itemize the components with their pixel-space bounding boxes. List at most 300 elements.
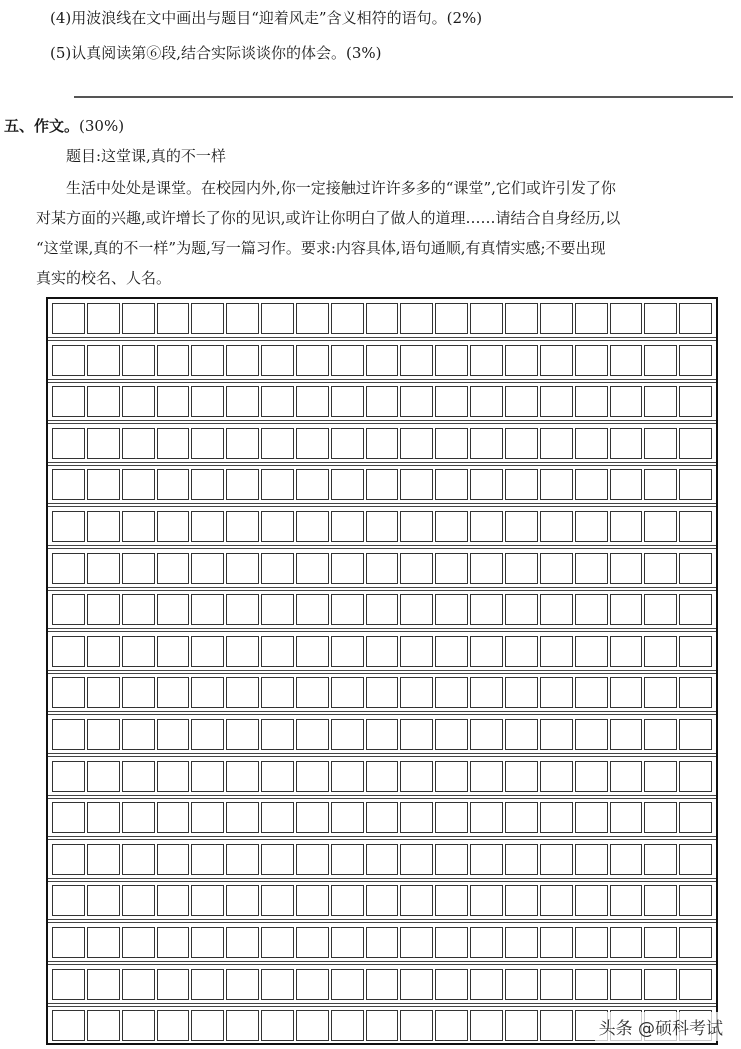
grid-cell[interactable] <box>540 469 573 500</box>
grid-cell[interactable] <box>261 885 294 916</box>
grid-cell[interactable] <box>435 386 468 417</box>
grid-cell[interactable] <box>505 511 538 542</box>
grid-cell[interactable] <box>400 345 433 376</box>
grid-cell[interactable] <box>679 428 712 459</box>
grid-cell[interactable] <box>191 303 224 334</box>
grid-cell[interactable] <box>191 844 224 875</box>
grid-cell[interactable] <box>540 594 573 625</box>
grid-cell[interactable] <box>87 303 120 334</box>
grid-cell[interactable] <box>331 636 364 667</box>
grid-cell[interactable] <box>400 761 433 792</box>
grid-cell[interactable] <box>610 636 643 667</box>
grid-cell[interactable] <box>122 428 155 459</box>
grid-cell[interactable] <box>540 844 573 875</box>
grid-cell[interactable] <box>296 885 329 916</box>
grid-cell[interactable] <box>296 802 329 833</box>
grid-cell[interactable] <box>540 927 573 958</box>
grid-cell[interactable] <box>470 636 503 667</box>
grid-cell[interactable] <box>87 802 120 833</box>
grid-cell[interactable] <box>644 844 677 875</box>
grid-cell[interactable] <box>261 345 294 376</box>
grid-cell[interactable] <box>470 719 503 750</box>
grid-cell[interactable] <box>644 303 677 334</box>
grid-cell[interactable] <box>435 844 468 875</box>
grid-cell[interactable] <box>470 844 503 875</box>
grid-cell[interactable] <box>470 594 503 625</box>
grid-cell[interactable] <box>366 1010 399 1041</box>
grid-cell[interactable] <box>505 553 538 584</box>
grid-cell[interactable] <box>52 594 85 625</box>
grid-cell[interactable] <box>52 386 85 417</box>
grid-cell[interactable] <box>366 553 399 584</box>
grid-cell[interactable] <box>470 386 503 417</box>
grid-cell[interactable] <box>331 802 364 833</box>
grid-cell[interactable] <box>644 428 677 459</box>
grid-cell[interactable] <box>505 303 538 334</box>
grid-cell[interactable] <box>400 885 433 916</box>
grid-cell[interactable] <box>331 428 364 459</box>
grid-cell[interactable] <box>261 469 294 500</box>
grid-cell[interactable] <box>87 1010 120 1041</box>
grid-cell[interactable] <box>575 636 608 667</box>
grid-cell[interactable] <box>679 345 712 376</box>
grid-cell[interactable] <box>435 511 468 542</box>
grid-cell[interactable] <box>679 761 712 792</box>
grid-cell[interactable] <box>157 927 190 958</box>
grid-cell[interactable] <box>157 428 190 459</box>
grid-cell[interactable] <box>505 969 538 1000</box>
grid-cell[interactable] <box>122 802 155 833</box>
grid-cell[interactable] <box>610 469 643 500</box>
grid-cell[interactable] <box>296 761 329 792</box>
grid-cell[interactable] <box>435 677 468 708</box>
grid-cell[interactable] <box>679 677 712 708</box>
grid-cell[interactable] <box>575 677 608 708</box>
grid-cell[interactable] <box>644 802 677 833</box>
grid-cell[interactable] <box>400 386 433 417</box>
grid-cell[interactable] <box>644 594 677 625</box>
grid-cell[interactable] <box>122 469 155 500</box>
grid-cell[interactable] <box>366 594 399 625</box>
grid-cell[interactable] <box>261 761 294 792</box>
grid-cell[interactable] <box>400 636 433 667</box>
grid-cell[interactable] <box>575 386 608 417</box>
grid-cell[interactable] <box>505 719 538 750</box>
grid-cell[interactable] <box>540 885 573 916</box>
grid-cell[interactable] <box>122 927 155 958</box>
grid-cell[interactable] <box>400 927 433 958</box>
grid-cell[interactable] <box>644 636 677 667</box>
grid-cell[interactable] <box>679 594 712 625</box>
grid-cell[interactable] <box>191 345 224 376</box>
grid-cell[interactable] <box>331 553 364 584</box>
grid-cell[interactable] <box>366 636 399 667</box>
grid-cell[interactable] <box>644 345 677 376</box>
grid-cell[interactable] <box>261 719 294 750</box>
grid-cell[interactable] <box>331 511 364 542</box>
grid-cell[interactable] <box>191 428 224 459</box>
grid-cell[interactable] <box>644 677 677 708</box>
grid-cell[interactable] <box>610 719 643 750</box>
grid-cell[interactable] <box>331 719 364 750</box>
grid-cell[interactable] <box>679 844 712 875</box>
grid-cell[interactable] <box>157 761 190 792</box>
grid-cell[interactable] <box>470 303 503 334</box>
grid-cell[interactable] <box>226 1010 259 1041</box>
grid-cell[interactable] <box>191 386 224 417</box>
grid-cell[interactable] <box>366 844 399 875</box>
grid-cell[interactable] <box>505 844 538 875</box>
grid-cell[interactable] <box>540 802 573 833</box>
grid-cell[interactable] <box>87 553 120 584</box>
grid-cell[interactable] <box>575 927 608 958</box>
grid-cell[interactable] <box>505 469 538 500</box>
grid-cell[interactable] <box>540 719 573 750</box>
grid-cell[interactable] <box>331 885 364 916</box>
grid-cell[interactable] <box>261 927 294 958</box>
grid-cell[interactable] <box>470 428 503 459</box>
grid-cell[interactable] <box>400 1010 433 1041</box>
grid-cell[interactable] <box>679 969 712 1000</box>
grid-cell[interactable] <box>435 927 468 958</box>
grid-cell[interactable] <box>540 428 573 459</box>
grid-cell[interactable] <box>261 428 294 459</box>
grid-cell[interactable] <box>191 802 224 833</box>
grid-cell[interactable] <box>470 761 503 792</box>
grid-cell[interactable] <box>366 345 399 376</box>
grid-cell[interactable] <box>575 761 608 792</box>
grid-cell[interactable] <box>296 511 329 542</box>
grid-cell[interactable] <box>87 677 120 708</box>
grid-cell[interactable] <box>261 386 294 417</box>
grid-cell[interactable] <box>540 1010 573 1041</box>
grid-cell[interactable] <box>610 386 643 417</box>
grid-cell[interactable] <box>261 511 294 542</box>
grid-cell[interactable] <box>122 844 155 875</box>
grid-cell[interactable] <box>575 303 608 334</box>
grid-cell[interactable] <box>679 511 712 542</box>
grid-cell[interactable] <box>470 802 503 833</box>
grid-cell[interactable] <box>505 927 538 958</box>
grid-cell[interactable] <box>157 885 190 916</box>
grid-cell[interactable] <box>157 802 190 833</box>
grid-cell[interactable] <box>52 969 85 1000</box>
grid-cell[interactable] <box>679 927 712 958</box>
grid-cell[interactable] <box>400 594 433 625</box>
grid-cell[interactable] <box>470 969 503 1000</box>
grid-cell[interactable] <box>87 761 120 792</box>
grid-cell[interactable] <box>610 761 643 792</box>
grid-cell[interactable] <box>366 303 399 334</box>
grid-cell[interactable] <box>226 719 259 750</box>
grid-cell[interactable] <box>610 428 643 459</box>
grid-cell[interactable] <box>52 844 85 875</box>
grid-cell[interactable] <box>366 469 399 500</box>
grid-cell[interactable] <box>644 386 677 417</box>
grid-cell[interactable] <box>226 303 259 334</box>
grid-cell[interactable] <box>331 594 364 625</box>
grid-cell[interactable] <box>52 802 85 833</box>
grid-cell[interactable] <box>435 345 468 376</box>
grid-cell[interactable] <box>575 511 608 542</box>
grid-cell[interactable] <box>226 761 259 792</box>
grid-cell[interactable] <box>644 553 677 584</box>
grid-cell[interactable] <box>157 677 190 708</box>
grid-cell[interactable] <box>366 927 399 958</box>
grid-cell[interactable] <box>191 1010 224 1041</box>
grid-cell[interactable] <box>296 1010 329 1041</box>
grid-cell[interactable] <box>366 511 399 542</box>
grid-cell[interactable] <box>400 844 433 875</box>
grid-cell[interactable] <box>435 719 468 750</box>
grid-cell[interactable] <box>679 802 712 833</box>
grid-cell[interactable] <box>87 428 120 459</box>
grid-cell[interactable] <box>610 844 643 875</box>
grid-cell[interactable] <box>52 469 85 500</box>
grid-cell[interactable] <box>470 1010 503 1041</box>
grid-cell[interactable] <box>226 677 259 708</box>
grid-cell[interactable] <box>191 469 224 500</box>
grid-cell[interactable] <box>157 386 190 417</box>
grid-cell[interactable] <box>435 969 468 1000</box>
grid-cell[interactable] <box>52 927 85 958</box>
grid-cell[interactable] <box>435 594 468 625</box>
grid-cell[interactable] <box>575 553 608 584</box>
grid-cell[interactable] <box>122 677 155 708</box>
grid-cell[interactable] <box>366 719 399 750</box>
grid-cell[interactable] <box>191 969 224 1000</box>
grid-cell[interactable] <box>470 511 503 542</box>
grid-cell[interactable] <box>87 885 120 916</box>
grid-cell[interactable] <box>52 885 85 916</box>
grid-cell[interactable] <box>191 761 224 792</box>
grid-cell[interactable] <box>226 594 259 625</box>
grid-cell[interactable] <box>191 636 224 667</box>
grid-cell[interactable] <box>575 802 608 833</box>
grid-cell[interactable] <box>435 885 468 916</box>
grid-cell[interactable] <box>157 594 190 625</box>
grid-cell[interactable] <box>87 594 120 625</box>
grid-cell[interactable] <box>644 469 677 500</box>
grid-cell[interactable] <box>296 469 329 500</box>
grid-cell[interactable] <box>52 345 85 376</box>
grid-cell[interactable] <box>540 511 573 542</box>
grid-cell[interactable] <box>331 761 364 792</box>
grid-cell[interactable] <box>296 927 329 958</box>
grid-cell[interactable] <box>122 594 155 625</box>
grid-cell[interactable] <box>575 345 608 376</box>
grid-cell[interactable] <box>157 636 190 667</box>
grid-cell[interactable] <box>296 636 329 667</box>
grid-cell[interactable] <box>679 386 712 417</box>
grid-cell[interactable] <box>122 969 155 1000</box>
grid-cell[interactable] <box>435 303 468 334</box>
grid-cell[interactable] <box>261 802 294 833</box>
grid-cell[interactable] <box>366 386 399 417</box>
grid-cell[interactable] <box>366 969 399 1000</box>
grid-cell[interactable] <box>226 511 259 542</box>
grid-cell[interactable] <box>157 469 190 500</box>
answer-line[interactable] <box>74 96 733 98</box>
grid-cell[interactable] <box>331 303 364 334</box>
grid-cell[interactable] <box>52 428 85 459</box>
grid-cell[interactable] <box>435 1010 468 1041</box>
grid-cell[interactable] <box>644 719 677 750</box>
grid-cell[interactable] <box>157 553 190 584</box>
grid-cell[interactable] <box>540 303 573 334</box>
composition-grid[interactable] <box>46 297 718 1045</box>
grid-cell[interactable] <box>296 428 329 459</box>
grid-cell[interactable] <box>610 885 643 916</box>
grid-cell[interactable] <box>122 636 155 667</box>
grid-cell[interactable] <box>575 844 608 875</box>
grid-cell[interactable] <box>435 553 468 584</box>
grid-cell[interactable] <box>505 761 538 792</box>
grid-cell[interactable] <box>261 677 294 708</box>
grid-cell[interactable] <box>470 927 503 958</box>
grid-cell[interactable] <box>540 677 573 708</box>
grid-cell[interactable] <box>679 636 712 667</box>
grid-cell[interactable] <box>122 303 155 334</box>
grid-cell[interactable] <box>540 761 573 792</box>
grid-cell[interactable] <box>644 927 677 958</box>
grid-cell[interactable] <box>122 386 155 417</box>
grid-cell[interactable] <box>400 969 433 1000</box>
grid-cell[interactable] <box>157 844 190 875</box>
grid-cell[interactable] <box>87 927 120 958</box>
grid-cell[interactable] <box>226 428 259 459</box>
grid-cell[interactable] <box>296 594 329 625</box>
grid-cell[interactable] <box>52 636 85 667</box>
grid-cell[interactable] <box>261 553 294 584</box>
grid-cell[interactable] <box>400 677 433 708</box>
grid-cell[interactable] <box>610 802 643 833</box>
grid-cell[interactable] <box>400 511 433 542</box>
grid-cell[interactable] <box>261 636 294 667</box>
grid-cell[interactable] <box>331 927 364 958</box>
grid-cell[interactable] <box>52 761 85 792</box>
grid-cell[interactable] <box>505 677 538 708</box>
grid-cell[interactable] <box>226 345 259 376</box>
grid-cell[interactable] <box>331 844 364 875</box>
grid-cell[interactable] <box>575 885 608 916</box>
grid-cell[interactable] <box>575 969 608 1000</box>
grid-cell[interactable] <box>226 386 259 417</box>
grid-cell[interactable] <box>575 469 608 500</box>
grid-cell[interactable] <box>400 719 433 750</box>
grid-cell[interactable] <box>470 677 503 708</box>
grid-cell[interactable] <box>261 969 294 1000</box>
grid-cell[interactable] <box>87 345 120 376</box>
grid-cell[interactable] <box>296 844 329 875</box>
grid-cell[interactable] <box>644 969 677 1000</box>
grid-cell[interactable] <box>505 386 538 417</box>
grid-cell[interactable] <box>191 927 224 958</box>
grid-cell[interactable] <box>366 802 399 833</box>
grid-cell[interactable] <box>122 885 155 916</box>
grid-cell[interactable] <box>435 761 468 792</box>
grid-cell[interactable] <box>87 969 120 1000</box>
grid-cell[interactable] <box>505 1010 538 1041</box>
grid-cell[interactable] <box>52 511 85 542</box>
grid-cell[interactable] <box>679 469 712 500</box>
grid-cell[interactable] <box>226 885 259 916</box>
grid-cell[interactable] <box>261 303 294 334</box>
grid-cell[interactable] <box>122 511 155 542</box>
grid-cell[interactable] <box>296 969 329 1000</box>
grid-cell[interactable] <box>296 386 329 417</box>
grid-cell[interactable] <box>157 511 190 542</box>
grid-cell[interactable] <box>296 303 329 334</box>
grid-cell[interactable] <box>540 386 573 417</box>
grid-cell[interactable] <box>435 469 468 500</box>
grid-cell[interactable] <box>296 345 329 376</box>
grid-cell[interactable] <box>52 303 85 334</box>
grid-cell[interactable] <box>505 636 538 667</box>
grid-cell[interactable] <box>226 844 259 875</box>
grid-cell[interactable] <box>296 719 329 750</box>
grid-cell[interactable] <box>296 677 329 708</box>
grid-cell[interactable] <box>400 553 433 584</box>
grid-cell[interactable] <box>644 761 677 792</box>
grid-cell[interactable] <box>679 719 712 750</box>
grid-cell[interactable] <box>52 553 85 584</box>
grid-cell[interactable] <box>610 345 643 376</box>
grid-cell[interactable] <box>331 386 364 417</box>
grid-cell[interactable] <box>435 636 468 667</box>
grid-cell[interactable] <box>540 636 573 667</box>
grid-cell[interactable] <box>610 303 643 334</box>
grid-cell[interactable] <box>400 303 433 334</box>
grid-cell[interactable] <box>610 594 643 625</box>
grid-cell[interactable] <box>575 594 608 625</box>
grid-cell[interactable] <box>87 469 120 500</box>
grid-cell[interactable] <box>226 969 259 1000</box>
grid-cell[interactable] <box>157 719 190 750</box>
grid-cell[interactable] <box>122 719 155 750</box>
grid-cell[interactable] <box>470 345 503 376</box>
grid-cell[interactable] <box>226 469 259 500</box>
grid-cell[interactable] <box>52 719 85 750</box>
grid-cell[interactable] <box>610 677 643 708</box>
grid-cell[interactable] <box>575 719 608 750</box>
grid-cell[interactable] <box>226 636 259 667</box>
grid-cell[interactable] <box>191 511 224 542</box>
grid-cell[interactable] <box>540 345 573 376</box>
grid-cell[interactable] <box>644 511 677 542</box>
grid-cell[interactable] <box>575 428 608 459</box>
grid-cell[interactable] <box>191 553 224 584</box>
grid-cell[interactable] <box>226 927 259 958</box>
grid-cell[interactable] <box>157 969 190 1000</box>
grid-cell[interactable] <box>122 761 155 792</box>
grid-cell[interactable] <box>226 553 259 584</box>
grid-cell[interactable] <box>261 594 294 625</box>
grid-cell[interactable] <box>191 677 224 708</box>
grid-cell[interactable] <box>505 594 538 625</box>
grid-cell[interactable] <box>610 969 643 1000</box>
grid-cell[interactable] <box>87 636 120 667</box>
grid-cell[interactable] <box>366 885 399 916</box>
grid-cell[interactable] <box>505 428 538 459</box>
grid-cell[interactable] <box>610 927 643 958</box>
grid-cell[interactable] <box>679 885 712 916</box>
grid-cell[interactable] <box>157 1010 190 1041</box>
grid-cell[interactable] <box>610 511 643 542</box>
grid-cell[interactable] <box>157 345 190 376</box>
grid-cell[interactable] <box>87 844 120 875</box>
grid-cell[interactable] <box>540 553 573 584</box>
